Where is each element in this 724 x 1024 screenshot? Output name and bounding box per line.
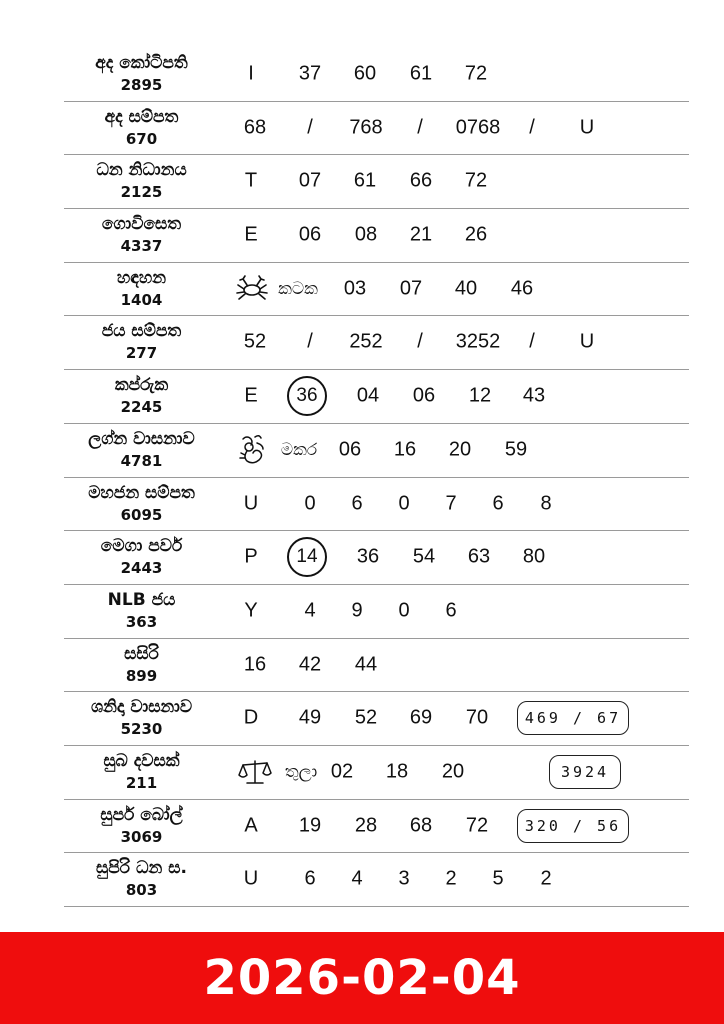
result-number: 20 bbox=[441, 760, 465, 783]
result-number: 61 bbox=[353, 169, 377, 192]
result-number: U bbox=[579, 116, 595, 139]
result-number: 46 bbox=[510, 277, 534, 300]
result-number: 4 bbox=[304, 599, 316, 622]
capricorn-icon bbox=[235, 433, 269, 467]
result-number: 252 bbox=[349, 330, 383, 353]
result-row bbox=[64, 531, 689, 585]
draw-number: 670 bbox=[125, 129, 158, 148]
result-number: 72 bbox=[465, 814, 489, 837]
bonus-number-circle bbox=[287, 376, 327, 416]
result-number: 8 bbox=[540, 492, 552, 514]
result-number: 40 bbox=[454, 277, 478, 300]
result-number: 06 bbox=[298, 223, 322, 246]
result-row bbox=[64, 209, 689, 263]
extra-number-box bbox=[517, 701, 629, 735]
result-row bbox=[64, 370, 689, 424]
result-number: 68 bbox=[409, 814, 433, 837]
zodiac-sign-label: කටක bbox=[278, 278, 318, 299]
result-row bbox=[64, 746, 689, 800]
draw-number: 2245 bbox=[120, 398, 163, 417]
result-number: 80 bbox=[522, 545, 546, 568]
result-number: 59 bbox=[504, 438, 528, 461]
lottery-name: සුපිරි ධන ස. bbox=[96, 858, 187, 879]
result-number: 43 bbox=[522, 384, 546, 407]
result-number: 6 bbox=[304, 867, 316, 890]
result-number: 36 bbox=[356, 545, 380, 568]
result-number: 66 bbox=[409, 169, 433, 192]
result-number: 69 bbox=[409, 706, 433, 729]
bonus-number: 36 bbox=[296, 385, 318, 407]
result-number: 2 bbox=[445, 867, 457, 890]
result-number: 0 bbox=[398, 599, 410, 622]
result-number: 0 bbox=[304, 492, 316, 514]
result-number: 08 bbox=[354, 223, 378, 246]
result-number: 07 bbox=[298, 169, 322, 192]
extra-number-box bbox=[549, 755, 621, 789]
result-number: 768 bbox=[349, 116, 383, 139]
lottery-name: ජය සම්පත bbox=[101, 321, 182, 342]
result-number: 54 bbox=[412, 545, 436, 568]
result-number: 0768 bbox=[455, 116, 501, 139]
zodiac-sign-label: මකර bbox=[280, 439, 318, 460]
result-number: 61 bbox=[409, 62, 433, 85]
result-number: / bbox=[417, 330, 423, 353]
draw-number: 211 bbox=[125, 773, 158, 792]
result-number: U bbox=[579, 330, 595, 353]
libra-icon bbox=[237, 757, 273, 787]
result-number: 6 bbox=[351, 492, 363, 514]
result-number: 7 bbox=[445, 492, 457, 514]
draw-number: 6095 bbox=[120, 505, 163, 524]
result-letter: 16 bbox=[243, 653, 267, 676]
result-row bbox=[64, 478, 689, 532]
result-number: / bbox=[417, 116, 423, 139]
result-number: / bbox=[529, 330, 535, 353]
lottery-name: මෙගා පවර් bbox=[100, 536, 183, 557]
result-number: / bbox=[529, 116, 535, 139]
result-letter: Y bbox=[244, 599, 258, 622]
draw-number: 277 bbox=[125, 344, 158, 363]
result-number: 52 bbox=[354, 706, 378, 729]
result-number: / bbox=[307, 330, 313, 353]
result-letter: 52 bbox=[243, 330, 267, 353]
result-letter: E bbox=[244, 384, 258, 407]
result-number: 18 bbox=[385, 760, 409, 783]
result-number: 4 bbox=[351, 867, 363, 890]
lottery-name: හඳහන bbox=[116, 267, 167, 288]
draw-number: 2895 bbox=[120, 76, 163, 94]
result-number: 28 bbox=[354, 814, 378, 837]
draw-number: 4781 bbox=[120, 451, 163, 470]
bonus-number: 14 bbox=[296, 546, 318, 568]
lottery-name: ලග්න වාසනාව bbox=[88, 428, 195, 449]
result-row bbox=[64, 692, 689, 746]
lottery-name: ධන නිධානය bbox=[96, 160, 187, 181]
result-row bbox=[64, 853, 689, 907]
lottery-name: ගොවිසෙත bbox=[101, 214, 182, 235]
result-number: 72 bbox=[464, 62, 488, 85]
result-row bbox=[64, 585, 689, 639]
result-number: 5 bbox=[492, 867, 504, 890]
result-letter: E bbox=[244, 223, 258, 246]
result-letter: I bbox=[248, 62, 254, 85]
extra-number: 469 / 67 bbox=[524, 709, 622, 728]
lottery-name: ශනිදා වාසනාව bbox=[90, 697, 193, 718]
result-number: 06 bbox=[338, 438, 362, 461]
date-footer bbox=[0, 932, 724, 1024]
result-number: 63 bbox=[467, 545, 491, 568]
result-row bbox=[64, 263, 689, 317]
result-number: / bbox=[307, 116, 313, 139]
zodiac-sign-label: තුලා bbox=[284, 761, 318, 782]
result-number: 03 bbox=[343, 277, 367, 300]
lottery-name: අද සම්පත bbox=[104, 106, 179, 127]
result-letter: T bbox=[244, 169, 258, 192]
result-letter: P bbox=[244, 545, 258, 568]
draw-number: 1404 bbox=[120, 290, 163, 309]
lottery-name: මහජන සම්පත bbox=[88, 482, 195, 503]
result-number: 60 bbox=[353, 62, 377, 85]
result-number: 16 bbox=[393, 438, 417, 461]
bonus-number-circle bbox=[287, 537, 327, 577]
result-number: 6 bbox=[492, 492, 504, 514]
result-number: 37 bbox=[298, 62, 322, 85]
result-number: 44 bbox=[354, 653, 378, 676]
extra-number: 3924 bbox=[560, 762, 610, 781]
result-number: 07 bbox=[399, 277, 423, 300]
lottery-name: කප්රුක bbox=[114, 375, 169, 396]
lottery-name: NLB ජය bbox=[107, 589, 176, 610]
result-number: 49 bbox=[298, 706, 322, 729]
result-number: 3252 bbox=[455, 330, 501, 353]
draw-number: 2443 bbox=[120, 559, 163, 578]
result-number: 20 bbox=[448, 438, 472, 461]
draw-number: 3069 bbox=[120, 827, 163, 846]
crab-icon bbox=[233, 274, 271, 304]
lottery-name: සුබ දවසක් bbox=[103, 750, 180, 771]
result-number: 72 bbox=[464, 169, 488, 192]
result-number: 02 bbox=[330, 760, 354, 783]
result-row bbox=[64, 639, 689, 693]
result-letter: U bbox=[243, 492, 259, 514]
extra-number: 320 / 56 bbox=[524, 816, 622, 835]
draw-number: 803 bbox=[125, 881, 158, 900]
result-number: 2 bbox=[540, 867, 552, 890]
draw-number: 2125 bbox=[120, 183, 163, 202]
result-number: 3 bbox=[398, 867, 410, 890]
lottery-name: අද කෝටිපති bbox=[95, 53, 188, 73]
result-number: 19 bbox=[298, 814, 322, 837]
result-letter: U bbox=[243, 867, 259, 890]
results-table bbox=[64, 48, 689, 907]
result-row bbox=[64, 48, 689, 102]
result-number: 26 bbox=[464, 223, 488, 246]
result-number: 42 bbox=[298, 653, 322, 676]
result-letter: D bbox=[243, 706, 259, 729]
draw-number: 5230 bbox=[120, 720, 163, 739]
result-number: 70 bbox=[465, 706, 489, 729]
extra-number-box bbox=[517, 809, 629, 843]
lottery-name: සුපර් බෝල් bbox=[100, 804, 183, 825]
draw-number: 4337 bbox=[120, 237, 163, 256]
result-letter: 68 bbox=[243, 116, 267, 139]
result-number: 04 bbox=[356, 384, 380, 407]
result-letter: A bbox=[244, 814, 258, 837]
result-number: 12 bbox=[468, 384, 492, 407]
result-row bbox=[64, 424, 689, 478]
lottery-name: සසිරි bbox=[124, 643, 159, 664]
result-row bbox=[64, 316, 689, 370]
result-number: 06 bbox=[412, 384, 436, 407]
result-row bbox=[64, 800, 689, 854]
draw-number: 899 bbox=[125, 666, 158, 685]
result-row bbox=[64, 102, 689, 156]
result-row bbox=[64, 155, 689, 209]
result-number: 21 bbox=[409, 223, 433, 246]
result-number: 0 bbox=[398, 492, 410, 514]
result-number: 9 bbox=[351, 599, 363, 622]
draw-number: 363 bbox=[125, 612, 158, 631]
result-number: 6 bbox=[445, 599, 457, 622]
result-date: 2026-02-04 bbox=[203, 950, 521, 1006]
